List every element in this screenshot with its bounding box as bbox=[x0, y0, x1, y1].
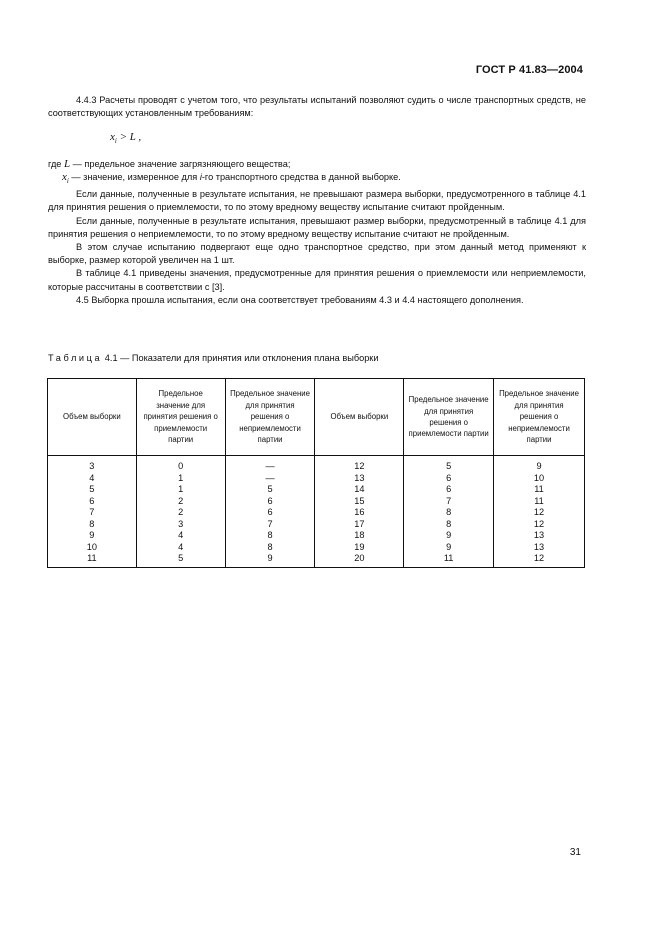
table-row bbox=[48, 553, 585, 567]
table-caption bbox=[48, 353, 378, 363]
table-cell: 9 bbox=[404, 530, 494, 542]
table-cell: 16 bbox=[315, 507, 404, 519]
table-cell: 6 bbox=[225, 507, 315, 519]
table-cell: 3 bbox=[48, 456, 137, 473]
table-cell: 5 bbox=[225, 484, 315, 496]
column-header: Предельное значение для принятия решения о приемлемости партии bbox=[404, 379, 494, 456]
table-cell: 7 bbox=[404, 496, 494, 508]
column-header: Объем выборки bbox=[48, 379, 137, 456]
paragraph-4-5: 4.5 Выборка прошла испытания, если она соответствует требованиям 4.3 и 4.4 настоящего дополнения. bbox=[76, 294, 524, 305]
table-cell: 13 bbox=[315, 473, 404, 485]
table-cell: 15 bbox=[315, 496, 404, 508]
table-cell: 8 bbox=[225, 530, 315, 542]
paragraph-table-reference: В таблице 4.1 приведены значения, предусмотренные для принятия решения о приемлемости или неприемлемости, которые рассчитаны в соответствии с [3]. bbox=[48, 268, 586, 292]
table-cell: 10 bbox=[48, 542, 137, 554]
definition-l bbox=[48, 158, 586, 171]
table-cell: 5 bbox=[136, 553, 225, 567]
column-header: Объем выборки bbox=[315, 379, 404, 456]
paragraph-rejection: Если данные, полученные в результате испытания, превышают размер выборки, предусмотренный в таблице 4.1 для принятия решения о неприемлемости, то по этому вредному веществу испытание считают не пройденным. bbox=[48, 215, 586, 239]
table-cell: — bbox=[225, 473, 315, 485]
table-cell: 11 bbox=[494, 484, 585, 496]
table-cell: 1 bbox=[136, 473, 225, 485]
table-cell: 9 bbox=[225, 553, 315, 567]
table-cell: 4 bbox=[136, 530, 225, 542]
table-cell: 9 bbox=[48, 530, 137, 542]
table-cell: 4 bbox=[136, 542, 225, 554]
table-cell: 2 bbox=[136, 496, 225, 508]
table-cell: 4 bbox=[48, 473, 137, 485]
table-cell: 17 bbox=[315, 519, 404, 531]
formula bbox=[110, 131, 141, 145]
table-cell: 8 bbox=[48, 519, 137, 531]
table-cell: 19 bbox=[315, 542, 404, 554]
sampling-plan-table bbox=[47, 378, 585, 568]
definition-text: -го транспортного средства в данной выборке. bbox=[201, 172, 401, 183]
table-caption-text: 4.1 — Показатели для принятия или отклонения плана выборки bbox=[102, 353, 379, 363]
table-cell: 6 bbox=[404, 484, 494, 496]
definition-xi bbox=[48, 171, 586, 188]
table-row bbox=[48, 542, 585, 554]
table-cell: 20 bbox=[315, 553, 404, 567]
column-header: Предельное значение для принятия решения о неприемлемости партии bbox=[494, 379, 585, 456]
table-cell: 11 bbox=[48, 553, 137, 567]
definition-symbol-subscript: i bbox=[66, 177, 69, 186]
table-cell: 12 bbox=[494, 553, 585, 567]
table-cell: 6 bbox=[48, 496, 137, 508]
table-row bbox=[48, 484, 585, 496]
formula-rest: > L , bbox=[116, 131, 142, 143]
column-header: Предельное значение для принятия решения о неприемлемости партии bbox=[225, 379, 315, 456]
table-row bbox=[48, 456, 585, 473]
table-cell: 12 bbox=[494, 519, 585, 531]
table-row bbox=[48, 496, 585, 508]
paragraph-acceptance: Если данные, полученные в результате испытания, не превышают размера выборки, предусмотренного в таблице 4.1 для принятия решения о приемлемости, то по этому вредному веществу испытание считают пройденным. bbox=[48, 189, 586, 213]
formula-x: x bbox=[110, 131, 115, 143]
table-cell: 11 bbox=[404, 553, 494, 567]
definitions-and-paragraphs bbox=[48, 158, 586, 307]
paragraph-text: 4.4.3 Расчеты проводят с учетом того, что результаты испытаний позволяют судить о числе транспортных средств, не соответствующих установленным требованиям: bbox=[48, 95, 586, 119]
table-cell: 3 bbox=[136, 519, 225, 531]
table-cell: 18 bbox=[315, 530, 404, 542]
table-cell: 9 bbox=[404, 542, 494, 554]
table-cell: 6 bbox=[404, 473, 494, 485]
definition-symbol-x: x bbox=[62, 171, 67, 184]
table-cell: 8 bbox=[404, 519, 494, 531]
table-cell: 9 bbox=[494, 456, 585, 473]
table-cell: — bbox=[225, 456, 315, 473]
table-row bbox=[48, 530, 585, 542]
table-cell: 13 bbox=[494, 542, 585, 554]
table-caption-word: Таблица bbox=[48, 353, 103, 363]
table-cell: 1 bbox=[136, 484, 225, 496]
document-id: ГОСТ Р 41.83—2004 bbox=[475, 64, 583, 76]
page-number: 31 bbox=[569, 847, 581, 858]
table-row bbox=[48, 473, 585, 485]
table-cell: 0 bbox=[136, 456, 225, 473]
table-cell: 8 bbox=[225, 542, 315, 554]
table-row bbox=[48, 519, 585, 531]
table-cell: 10 bbox=[494, 473, 585, 485]
table-cell: 11 bbox=[494, 496, 585, 508]
table-cell: 12 bbox=[494, 507, 585, 519]
definition-symbol-l: L bbox=[63, 158, 71, 170]
formula-subscript: i bbox=[114, 137, 117, 146]
definition-text: — предельное значение загрязняющего вещества; bbox=[70, 159, 291, 169]
table-cell: 6 bbox=[225, 496, 315, 508]
table-cell: 13 bbox=[494, 530, 585, 542]
table-row bbox=[48, 507, 585, 519]
table-cell: 7 bbox=[225, 519, 315, 531]
table-cell: 14 bbox=[315, 484, 404, 496]
paragraph-4-4-3 bbox=[48, 94, 586, 120]
column-header: Предельное значение для принятия решения о приемлемости партии bbox=[136, 379, 225, 456]
table-cell: 2 bbox=[136, 507, 225, 519]
table-cell: 8 bbox=[404, 507, 494, 519]
table-cell: 5 bbox=[404, 456, 494, 473]
table-cell: 5 bbox=[48, 484, 137, 496]
definition-i: i bbox=[199, 172, 202, 183]
paragraph-additional-test: В этом случае испытанию подвергают еще одно транспортное средство, при этом данный метод применяют к выборке, размер которой увеличен на 1 шт. bbox=[48, 242, 586, 266]
table-cell: 12 bbox=[315, 456, 404, 473]
definition-prefix: где bbox=[48, 159, 64, 169]
table-header-row bbox=[48, 379, 585, 456]
definition-text: — значение, измеренное для bbox=[68, 172, 200, 183]
table-cell: 7 bbox=[48, 507, 137, 519]
